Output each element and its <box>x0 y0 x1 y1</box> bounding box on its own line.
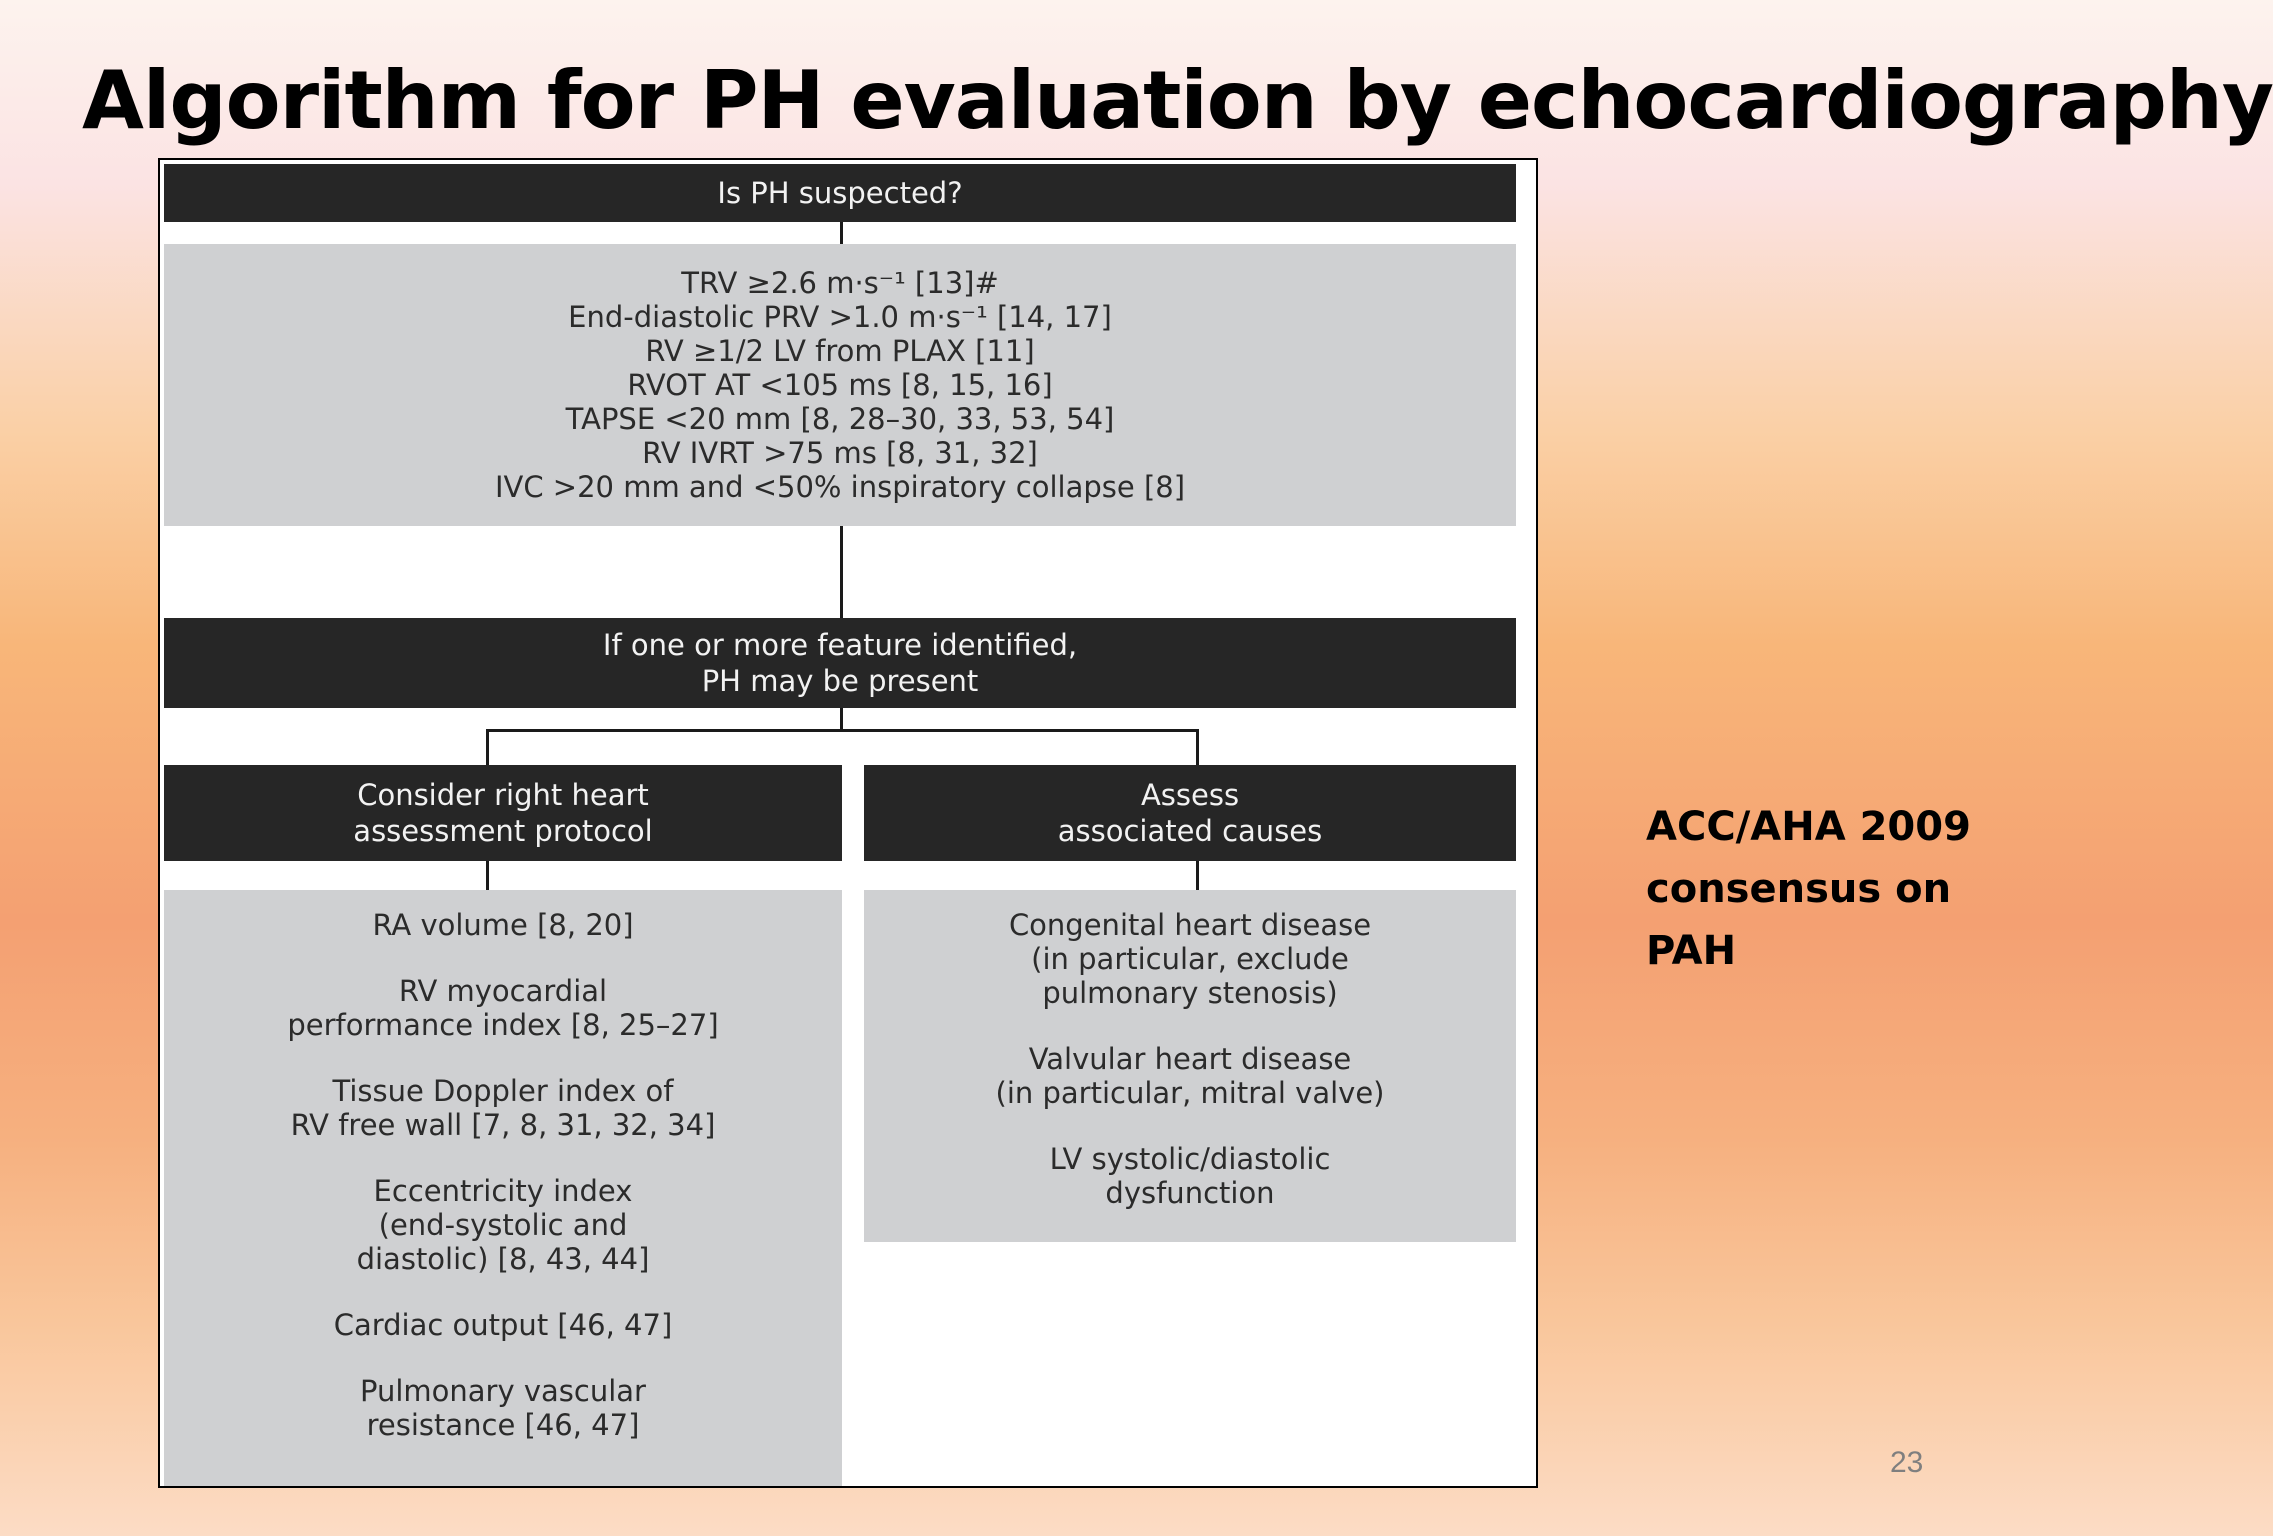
ph-present-line: If one or more feature identified, <box>602 628 1078 662</box>
measure-item: RA volume [8, 20] <box>372 908 634 942</box>
connector-line <box>840 222 843 244</box>
criteria-item: End-diastolic PRV >1.0 m·s⁻¹ [14, 17] <box>568 300 1112 334</box>
measure-item: Cardiac output [46, 47] <box>333 1308 673 1342</box>
suspected-label: Is PH suspected? <box>717 176 963 210</box>
associated-causes-box <box>864 765 1516 861</box>
measure-item: RV myocardial performance index [8, 25–27] <box>287 974 719 1042</box>
slide-title: Algorithm for PH evaluation by echocardiography <box>82 54 2273 147</box>
right-heart-protocol-box <box>164 765 842 861</box>
right-header-line: Assess <box>1140 778 1240 812</box>
page-number: 23 <box>1890 1446 1924 1479</box>
measure-item: Eccentricity index (end-systolic and diastolic) [8, 43, 44] <box>356 1174 650 1276</box>
criteria-box <box>164 244 1516 526</box>
measure-item: Pulmonary vascular resistance [46, 47] <box>360 1374 646 1442</box>
source-note-line: consensus on PAH <box>1646 866 1952 974</box>
cause-item: Valvular heart disease (in particular, mitral valve) <box>995 1042 1385 1110</box>
right-header-line: associated causes <box>1057 814 1323 848</box>
flowchart-figure <box>158 158 1538 1488</box>
connector-line <box>840 708 843 730</box>
criteria-item: TRV ≥2.6 m·s⁻¹ [13]# <box>681 266 999 300</box>
left-header-line: Consider right heart <box>357 778 649 812</box>
criteria-item: RVOT AT <105 ms [8, 15, 16] <box>627 368 1053 402</box>
criteria-item: IVC >20 mm and <50% inspiratory collapse [8] <box>494 470 1186 504</box>
ph-present-line: PH may be present <box>701 664 979 698</box>
connector-line <box>840 526 843 618</box>
connector-line <box>486 861 489 890</box>
associated-causes-list-box <box>864 890 1516 1242</box>
source-note <box>1646 796 2048 982</box>
connector-branch <box>486 729 1198 732</box>
suspected-box <box>164 164 1516 222</box>
right-heart-measures-box <box>164 890 842 1486</box>
criteria-item: RV IVRT >75 ms [8, 31, 32] <box>642 436 1038 470</box>
ph-present-box <box>164 618 1516 708</box>
measure-item: Tissue Doppler index of RV free wall [7, 8, 31, 32, 34] <box>290 1074 716 1142</box>
cause-item: Congenital heart disease (in particular, exclude pulmonary stenosis) <box>1008 908 1372 1010</box>
connector-line <box>1196 729 1199 765</box>
criteria-item: TAPSE <20 mm [8, 28–30, 33, 53, 54] <box>565 402 1115 436</box>
connector-line <box>486 729 489 765</box>
left-header-line: assessment protocol <box>353 814 653 848</box>
cause-item: LV systolic/diastolic dysfunction <box>1049 1142 1331 1210</box>
connector-line <box>1196 861 1199 890</box>
source-note-line: ACC/AHA 2009 <box>1646 804 1971 850</box>
criteria-item: RV ≥1/2 LV from PLAX [11] <box>645 334 1035 368</box>
